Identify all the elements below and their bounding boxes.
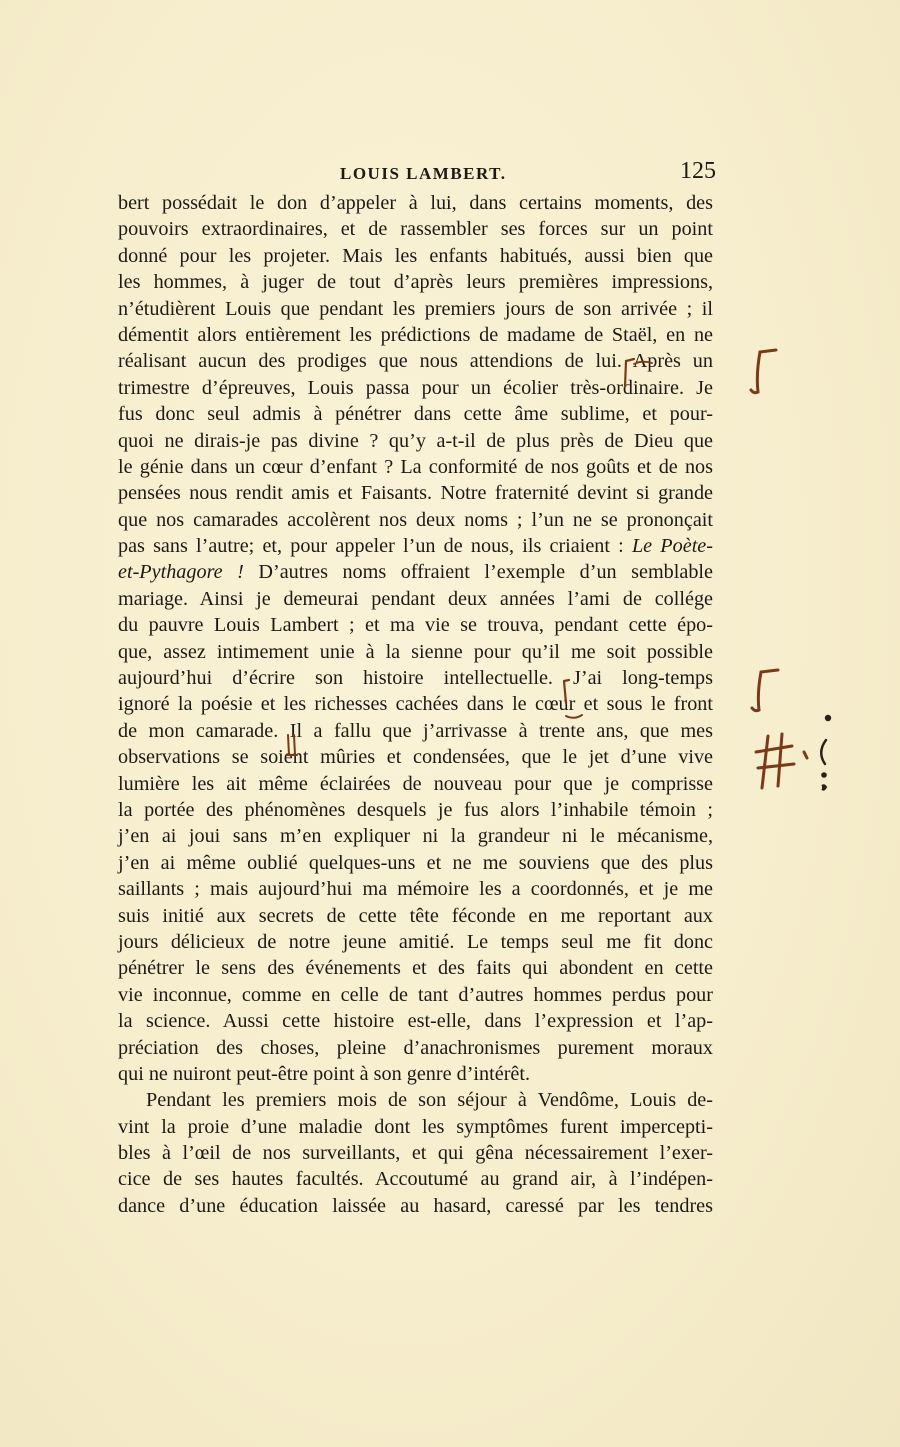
text-line: j’en ai joui sans m’en expliquer ni la grandeur ni le mécanisme, <box>118 825 713 848</box>
text-line: saillants ; mais aujourd’hui ma mémoire les a coordonnés, et je me <box>118 878 713 901</box>
margin-dot-mark-icon <box>823 713 833 723</box>
text-line: suis initié aux secrets de cette tête féconde en me reportant aux <box>118 904 713 927</box>
text-line: ignoré la poésie et les richesses cachées dans le cœur et sous le front <box>118 693 713 716</box>
text-line: que nos camarades accolèrent nos deux noms ; l’un ne se prononçait <box>118 508 713 531</box>
text-line: réalisant aucun des prodiges que nous attendions de lui. Après un <box>118 350 713 373</box>
text-run: pas sans l’autre; et, pour appeler l’un de nous, ils criaient : <box>118 535 624 558</box>
text-line: Pendant les premiers mois de son séjour à Vendôme, Louis de- <box>146 1089 713 1112</box>
text-line: quoi ne dirais-je pas divine ? qu’y a-t-il de plus près de Dieu que <box>118 429 713 452</box>
text-line: démentit alors entièrement les prédictions de madame de Staël, en ne <box>118 323 713 346</box>
italic-run: et-Pythagore ! <box>118 561 244 584</box>
text-line-with-italic <box>118 533 713 559</box>
text-line: pénétrer le sens des événements et des faits qui abondent en cette <box>118 957 713 980</box>
text-line: cice de ses hautes facultés. Accoutumé au grand air, à l’indépen- <box>118 1168 713 1191</box>
margin-hash-mark-icon <box>752 728 824 800</box>
text-line: vint la proie d’une maladie dont les symptômes furent impercepti- <box>118 1115 713 1138</box>
text-line-with-italic <box>118 559 713 585</box>
text-line: j’en ai même oublié quelques-uns et ne me souviens que des plus <box>118 851 713 874</box>
text-line: que, assez intimement unie à la sienne pour qu’il me soit possible <box>118 640 713 663</box>
text-line: fus donc seul admis à pénétrer dans cette âme sublime, et pour- <box>118 403 713 426</box>
inline-underline-mark-icon <box>632 358 654 378</box>
margin-bracket-mark-icon <box>748 664 782 720</box>
margin-colon-mark-icon <box>819 771 829 793</box>
running-head <box>118 158 718 194</box>
text-run: D’autres noms offraient l’exemple d’un semblable <box>243 561 714 584</box>
text-line: dance d’une éducation laissée au hasard, caressé par les tendres <box>118 1194 713 1217</box>
margin-paren-mark-icon <box>815 738 829 766</box>
inline-paragraph-mark-icon <box>284 729 306 759</box>
margin-bracket-mark-icon <box>748 344 782 400</box>
body-text <box>118 190 713 1219</box>
text-line: les hommes, à juger de tout d’après leurs premières impressions, <box>118 271 713 294</box>
page-number: 125 <box>680 158 716 184</box>
text-line: de mon camarade. Il a fallu que j’arrivasse à trente ans, que mes <box>118 719 713 742</box>
text-line: aujourd’hui d’écrire son histoire intellectuelle. J’ai long-temps <box>118 667 713 690</box>
text-line: la science. Aussi cette histoire est-elle, dans l’expression et l’ap- <box>118 1010 713 1033</box>
running-title: LOUIS LAMBERT. <box>340 164 507 183</box>
text-line: le génie dans un cœur d’enfant ? La conformité de nos goûts et de nos <box>118 455 713 478</box>
text-line: pensées nous rendit amis et Faisants. Notre fraternité devint si grande <box>118 482 713 505</box>
text-line: lumière les ait même éclairées de nouveau pour que je comprisse <box>118 772 713 795</box>
text-line: n’étudièrent Louis que pendant les premiers jours de son arrivée ; il <box>118 297 713 320</box>
italic-run: Le Poète- <box>631 535 713 558</box>
text-line: bles à l’œil de nos surveillants, et qui gêna nécessairement l’exer- <box>118 1142 713 1165</box>
text-line: préciation des choses, pleine d’anachronismes purement moraux <box>118 1036 713 1059</box>
text-line: donné pour les projeter. Mais les enfants habitués, aussi bien que <box>118 244 713 267</box>
text-line: mariage. Ainsi je demeurai pendant deux années l’ami de collége <box>118 587 713 610</box>
text-line: bert possédait le don d’appeler à lui, dans certains moments, des <box>118 192 713 214</box>
text-line: trimestre d’épreuves, Louis passa pour un écolier très-ordinaire. Je <box>118 376 713 399</box>
text-line: la portée des phénomènes desquels je fus alors l’inhabile témoin ; <box>118 798 713 821</box>
text-line: vie inconnue, comme en celle de tant d’autres hommes perdus pour <box>118 983 713 1006</box>
text-line: pouvoirs extraordinaires, et de rassembler ses forces sur un point <box>118 218 713 241</box>
text-line: observations se soient mûries et condensées, que le jet d’une vive <box>118 746 713 769</box>
inline-underline-mark-icon <box>564 702 586 722</box>
text-line: qui ne nuiront peut-être point à son genre d’intérêt. <box>118 1062 531 1085</box>
text-line: jours délicieux de notre jeune amitié. Le temps seul me fit donc <box>118 930 713 953</box>
text-line: du pauvre Louis Lambert ; et ma vie se trouva, pendant cette épo- <box>118 614 713 637</box>
